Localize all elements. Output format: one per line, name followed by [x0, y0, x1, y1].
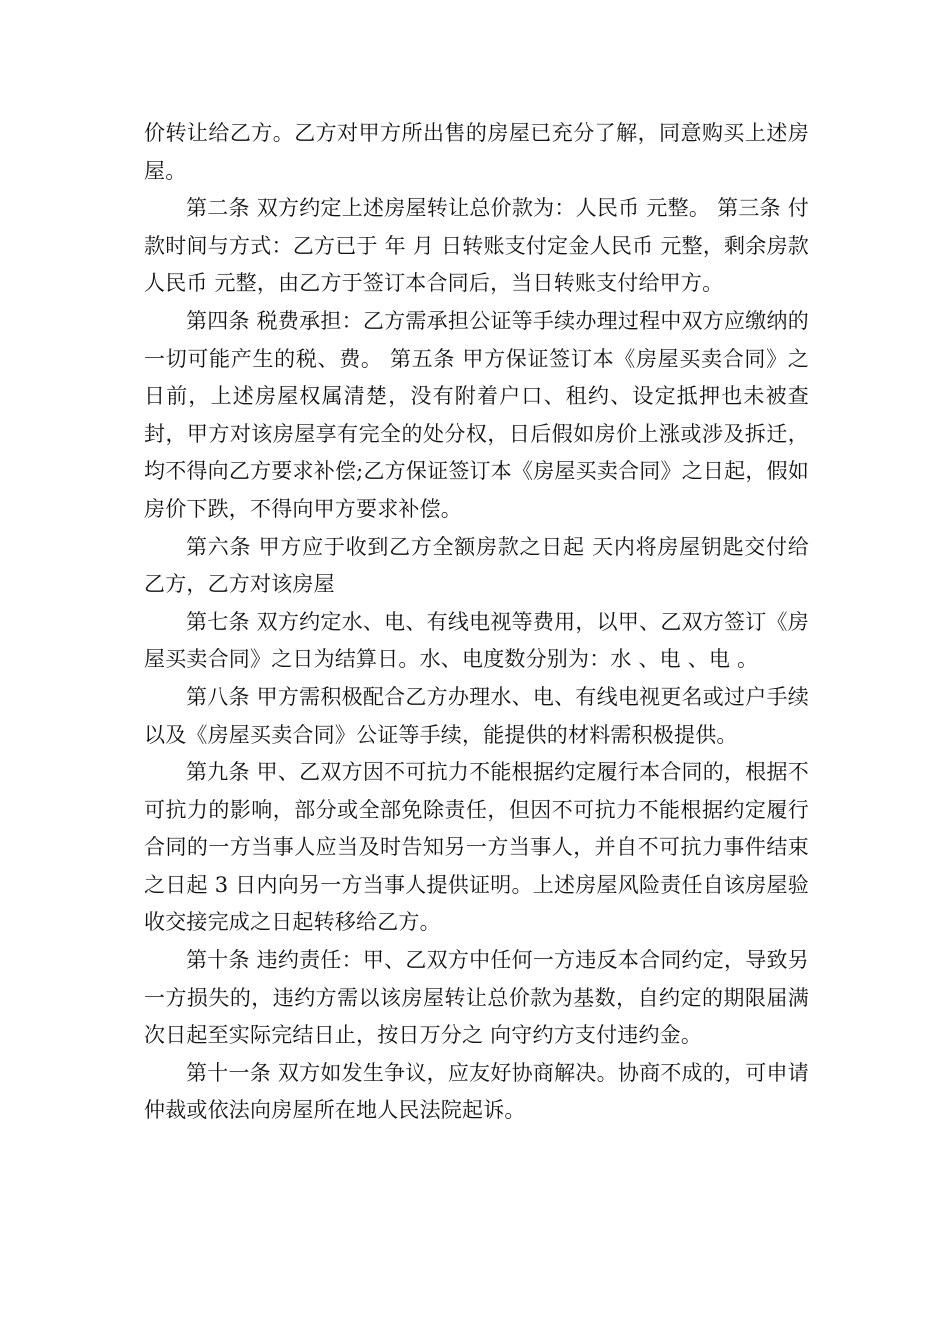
paragraph-article-8: 第八条 甲方需积极配合乙方办理水、电、有线电视更名或过户手续以及《房屋买卖合同》公证等手续，能提供的材料需积极提供。	[144, 684, 809, 747]
paragraph-article-9: 第九条 甲、乙双方因不可抗力不能根据约定履行本合同的，根据不可抗力的影响，部分或全部免除责任，但因不可抗力不能根据约定履行合同的一方当事人应当及时告知另一方当事人，并自不可抗力事件结束之日起 3 日内向另一方当事人提供证明。上述房屋风险责任自该房屋验收交接完成之日起转移给乙方。	[144, 760, 809, 935]
paragraph-continuation: 价转让给乙方。乙方对甲方所出售的房屋已充分了解，同意购买上述房屋。	[144, 121, 809, 183]
contract-body	[144, 115, 809, 1130]
paragraph-article-11: 第十一条 双方如发生争议，应友好协商解决。协商不成的，可申请仲裁或依法向房屋所在地人民法院起诉。	[144, 1060, 809, 1123]
paragraph-article-6: 第六条 甲方应于收到乙方全额房款之日起 天内将房屋钥匙交付给乙方，乙方对该房屋	[144, 534, 809, 597]
paragraph-article-2-3: 第二条 双方约定上述房屋转让总价款为：人民币 元整。 第三条 付款时间与方式：乙方已于 年 月 日转账支付定金人民币 元整，剩余房款人民币 元整，由乙方于签订本合同后，当日转账支付给甲方。	[144, 196, 809, 296]
paragraph-article-4-5: 第四条 税费承担：乙方需承担公证等手续办理过程中双方应缴纳的一切可能产生的税、费。 第五条 甲方保证签订本《房屋买卖合同》之日前，上述房屋权属清楚，没有附着户口、租约、设定抵押也未被查封，甲方对该房屋享有完全的处分权，日后假如房价上涨或涉及拆迁，均不得向乙方要求补偿;乙方保证签订本《房屋买卖合同》之日起，假如房价下跌，不得向甲方要求补偿。	[144, 308, 809, 521]
paragraph-article-10: 第十条 违约责任：甲、乙双方中任何一方违反本合同约定，导致另一方损失的，违约方需以该房屋转让总价款为基数，自约定的期限届满次日起至实际完结日止，按日万分之 向守约方支付违约金。	[144, 948, 809, 1048]
paragraph-article-7: 第七条 双方约定水、电、有线电视等费用，以甲、乙双方签订《房屋买卖合同》之日为结算日。水、电度数分别为：水 、电 、电 。	[144, 609, 809, 672]
